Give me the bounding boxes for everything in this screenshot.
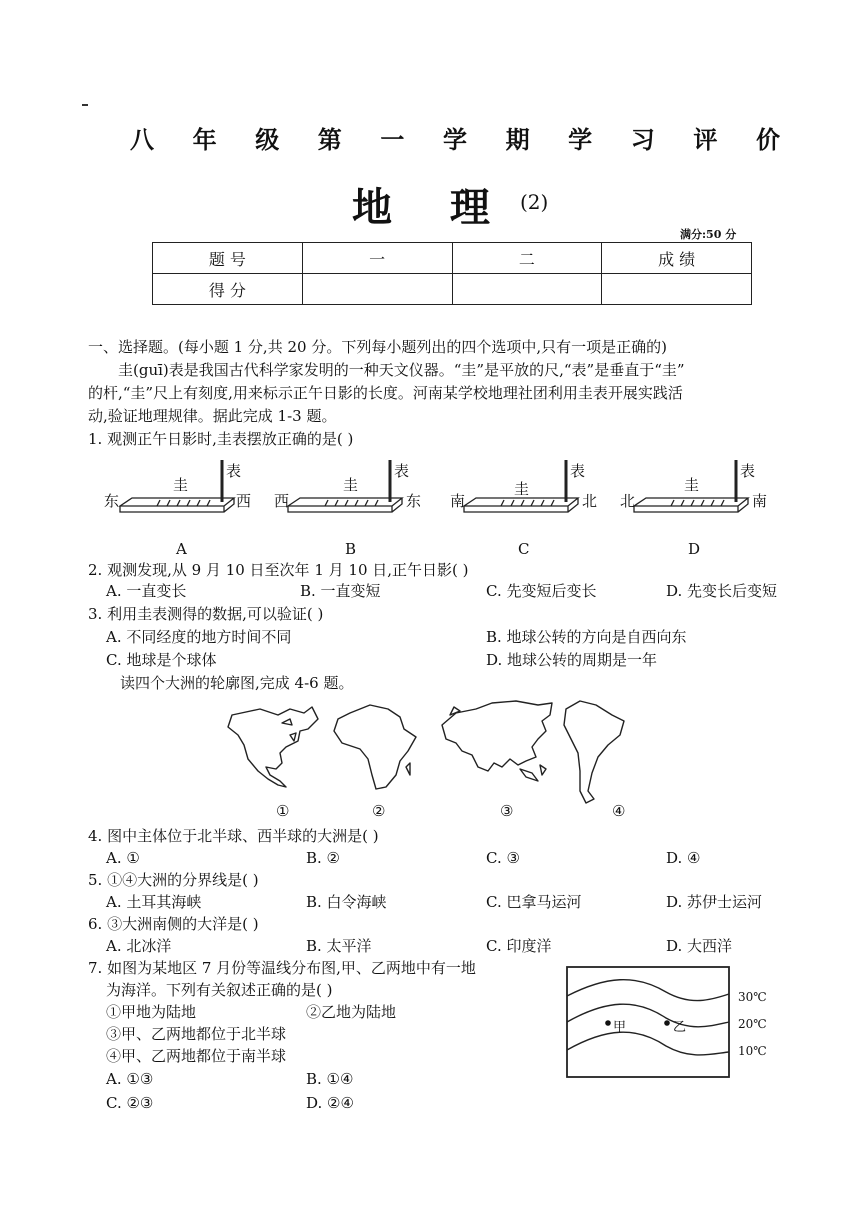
continent-label: ④ xyxy=(612,802,626,820)
statement: ④甲、乙两地都位于南半球 xyxy=(106,1047,287,1065)
point-label: 乙 xyxy=(673,1020,687,1035)
option-d[interactable]: D. ②④ xyxy=(306,1094,354,1112)
header-char: 习 xyxy=(630,125,655,154)
exam-header-title xyxy=(130,120,780,155)
header-char: 期 xyxy=(505,125,530,154)
score-table xyxy=(152,242,752,305)
scale-tick xyxy=(187,500,190,506)
option-b[interactable]: B. 一直变短 xyxy=(300,582,381,600)
point-yi xyxy=(664,1020,670,1026)
isotherm-label: 20℃ xyxy=(738,1017,767,1031)
option-c[interactable]: C. 印度洋 xyxy=(486,937,552,955)
gnomon-diagrams xyxy=(100,458,780,528)
header-char: 价 xyxy=(755,125,780,154)
north-america-outline xyxy=(228,707,318,787)
option-a[interactable]: A. ①③ xyxy=(106,1070,154,1088)
option-c[interactable]: C. 先变短后变长 xyxy=(486,582,597,600)
question-stem: 6. ③大洲南侧的大洋是( ) xyxy=(88,915,259,933)
table-cell: 得 分 xyxy=(153,274,303,305)
option-c[interactable]: C. ③ xyxy=(486,849,520,867)
scale-tick xyxy=(197,500,200,506)
question-stem: 2. 观测发现,从 9 月 10 日至次年 1 月 10 日,正午日影( ) xyxy=(88,561,469,579)
map-intro: 读四个大洲的轮廓图,完成 4-6 题。 xyxy=(120,674,354,692)
option-b[interactable]: B. 地球公转的方向是自西向东 xyxy=(486,628,687,646)
option-d[interactable]: D. 地球公转的周期是一年 xyxy=(486,651,658,669)
option-d[interactable]: D. ④ xyxy=(666,849,701,867)
isotherm-line xyxy=(567,1032,729,1055)
score-input-cell[interactable] xyxy=(602,274,752,305)
scale-tick xyxy=(355,500,358,506)
option-a[interactable]: A. 不同经度的地方时间不同 xyxy=(106,628,292,646)
option-letter: A xyxy=(176,540,187,558)
direction-label: 南 xyxy=(450,492,466,510)
scale-tick xyxy=(207,500,210,506)
isotherm-line xyxy=(567,1004,729,1027)
question-stem: 7. 如图为某地区 7 月份等温线分布图,甲、乙两地中有一地 xyxy=(88,959,476,977)
direction-label: 北 xyxy=(582,492,598,510)
scale-tick xyxy=(501,500,504,506)
option-a[interactable]: A. 北冰洋 xyxy=(106,937,172,955)
scan-mark xyxy=(82,104,88,106)
table-cell: 题 号 xyxy=(153,243,303,274)
header-char: 年 xyxy=(192,125,217,154)
header-char: 第 xyxy=(317,125,342,154)
table-row xyxy=(153,243,752,274)
option-b[interactable]: B. 白令海峡 xyxy=(306,893,387,911)
header-char: 学 xyxy=(442,125,467,154)
option-d[interactable]: D. 先变长后变短 xyxy=(666,582,778,600)
scale-tick xyxy=(375,500,378,506)
option-letter: C xyxy=(518,540,530,558)
direction-label: 东 xyxy=(104,492,120,510)
option-b[interactable]: B. ①④ xyxy=(306,1070,354,1088)
scale-tick xyxy=(325,500,328,506)
option-a[interactable]: A. 一直变长 xyxy=(106,582,187,600)
biao-label: 表 xyxy=(394,462,410,480)
question-stem: 4. 图中主体位于北半球、西半球的大洲是( ) xyxy=(88,827,379,845)
option-d[interactable]: D. 大西洋 xyxy=(666,937,733,955)
scale-tick xyxy=(167,500,170,506)
biao-label: 表 xyxy=(740,462,756,480)
score-input-cell[interactable] xyxy=(302,274,452,305)
point-label: 甲 xyxy=(613,1020,627,1035)
option-c[interactable]: C. ②③ xyxy=(106,1094,154,1112)
scale-tick xyxy=(345,500,348,506)
scale-tick xyxy=(531,500,534,506)
option-a[interactable]: A. 土耳其海峡 xyxy=(106,893,202,911)
option-letter: B xyxy=(345,540,357,558)
gui-label: 圭 xyxy=(343,476,359,494)
scale-tick xyxy=(521,500,524,506)
subject-title: 地 理 xyxy=(352,184,512,231)
header-char: 级 xyxy=(255,125,280,154)
scale-tick xyxy=(721,500,724,506)
table-cell: 二 xyxy=(452,243,602,274)
option-c[interactable]: C. 巴拿马运河 xyxy=(486,893,582,911)
gui-label: 圭 xyxy=(173,476,189,494)
header-char: 评 xyxy=(693,125,718,154)
continent-label: ② xyxy=(372,802,386,820)
continent-label: ① xyxy=(276,802,290,820)
biao-label: 表 xyxy=(570,462,586,480)
isotherm-map xyxy=(566,966,730,1078)
direction-label: 西 xyxy=(236,492,252,510)
isotherm-label: 10℃ xyxy=(738,1044,767,1058)
option-c[interactable]: C. 地球是个球体 xyxy=(106,651,217,669)
question-stem: 3. 利用圭表测得的数据,可以验证( ) xyxy=(88,605,324,623)
statement: ①甲地为陆地 xyxy=(106,1003,197,1021)
intro-line: 动,验证地理规律。据此完成 1-3 题。 xyxy=(88,407,337,425)
option-a[interactable]: A. ① xyxy=(106,849,140,867)
isotherm-line xyxy=(567,980,729,1001)
statement: ②乙地为陆地 xyxy=(306,1003,397,1021)
scale-tick xyxy=(177,500,180,506)
scale-tick xyxy=(511,500,514,506)
intro-line: 的杆,“圭”尺上有刻度,用来标示正午日影的长度。河南某学校地理社团利用圭表开展实践活 xyxy=(88,384,683,402)
option-b[interactable]: B. 太平洋 xyxy=(306,937,372,955)
point-jia xyxy=(605,1020,611,1026)
direction-label: 南 xyxy=(752,492,768,510)
intro-line: 圭(guī)表是我国古代科学家发明的一种天文仪器。“圭”是平放的尺,“表”是垂直于“圭” xyxy=(118,361,685,379)
scale-tick xyxy=(541,500,544,506)
scale-tick xyxy=(157,500,160,506)
isotherm-label: 30℃ xyxy=(738,990,767,1004)
option-letter: D xyxy=(688,540,701,558)
biao-label: 表 xyxy=(226,462,242,480)
header-char: 一 xyxy=(380,125,405,154)
full-score: 满分:50 分 xyxy=(680,228,737,241)
direction-label: 北 xyxy=(620,492,636,510)
continent-label: ③ xyxy=(500,802,514,820)
south-america-outline xyxy=(564,701,624,803)
scale-tick xyxy=(691,500,694,506)
scale-tick xyxy=(551,500,554,506)
scale-tick xyxy=(365,500,368,506)
question-stem: 5. ①④大洲的分界线是( ) xyxy=(88,871,259,889)
option-d[interactable]: D. 苏伊士运河 xyxy=(666,893,763,911)
continent-outlines xyxy=(220,695,660,815)
table-cell: 成 绩 xyxy=(602,243,752,274)
question-stem: 1. 观测正午日影时,圭表摆放正确的是( ) xyxy=(88,430,354,448)
gui-label: 圭 xyxy=(514,480,530,498)
scale-tick xyxy=(711,500,714,506)
statement: ③甲、乙两地都位于北半球 xyxy=(106,1025,287,1043)
header-char: 学 xyxy=(568,125,593,154)
direction-label: 西 xyxy=(274,492,290,510)
question-stem: 为海洋。下列有关叙述正确的是( ) xyxy=(106,981,333,999)
scale-tick xyxy=(681,500,684,506)
option-b[interactable]: B. ② xyxy=(306,849,341,867)
table-row xyxy=(153,274,752,305)
direction-label: 东 xyxy=(406,492,422,510)
scale-tick xyxy=(701,500,704,506)
scale-tick xyxy=(671,500,674,506)
score-input-cell[interactable] xyxy=(452,274,602,305)
header-char: 八 xyxy=(130,125,154,154)
section-heading: 一、选择题。(每小题 1 分,共 20 分。下列每小题列出的四个选项中,只有一项是正确的) xyxy=(88,338,667,356)
scale-tick xyxy=(335,500,338,506)
africa-outline xyxy=(334,705,416,789)
table-cell: 一 xyxy=(302,243,452,274)
gui-label: 圭 xyxy=(684,476,700,494)
paper-number: (2) xyxy=(520,190,549,214)
